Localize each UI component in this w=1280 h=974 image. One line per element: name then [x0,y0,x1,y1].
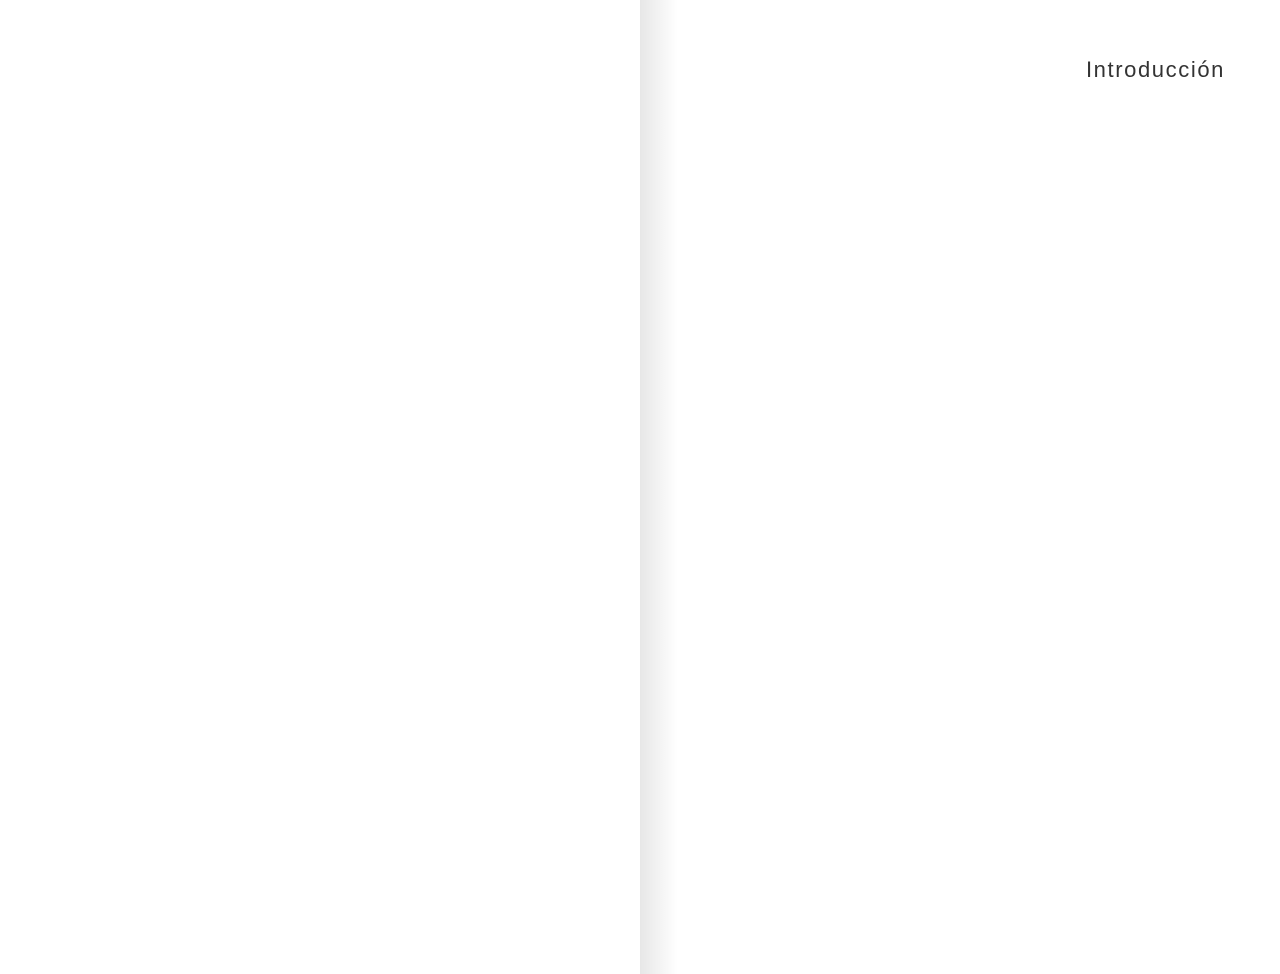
running-head: Introducción [1085,57,1225,82]
right-page [640,0,1280,974]
